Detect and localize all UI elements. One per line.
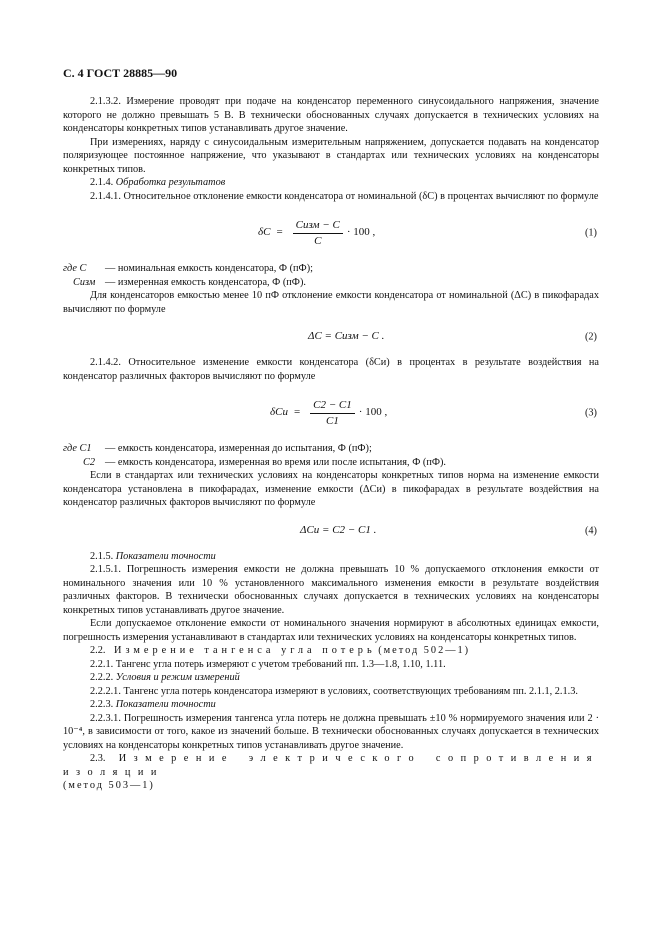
- legend-symbol: где C1: [63, 443, 92, 454]
- formula-lhs: δC: [258, 226, 271, 239]
- section-method: (метод 503—1): [63, 780, 155, 791]
- paragraph: Если в стандартах или технических условиях на конденсаторы конкретных типов норма на изменение емкости конденсатора установлена в пикофарадах, изменение емкости (ΔCи) в пикофарадах в результате воздействия на конденсатор различных факторов вычисляют по формуле: [63, 470, 599, 508]
- document-body: [63, 95, 599, 793]
- section-method-line: [63, 779, 599, 793]
- formula-label: (2): [584, 331, 597, 343]
- section-number: 2.2.2.: [90, 672, 114, 683]
- section-heading: [63, 698, 599, 712]
- section-heading: [63, 550, 599, 564]
- legend-symbol: C2: [83, 456, 96, 468]
- section-method: (метод 502—1): [378, 645, 471, 656]
- section-heading: [63, 752, 599, 779]
- section-heading: [63, 671, 599, 685]
- paragraph: Если допускаемое отклонение емкости от номинального значения нормируют в абсолютных единицах емкости, погрешность измерения устанавливают в стандартах или технических условиях на конденсаторы конкретных типов.: [63, 618, 599, 643]
- formula-label: (3): [584, 407, 597, 419]
- section-title: Условия и режим измерений: [115, 672, 240, 683]
- section-number: 2.2.3.: [90, 699, 114, 710]
- legend-symbol: Cизм: [73, 276, 96, 288]
- formula-3: [63, 393, 599, 433]
- paragraph: 2.1.4.1. Относительное отклонение емкости конденсатора от номинальной (δC) в процентах вычисляют по формуле: [90, 190, 599, 202]
- legend-text: — измеренная емкость конденсатора, Ф (пФ).: [105, 276, 306, 288]
- formula-label: (1): [584, 227, 597, 239]
- formula-denominator: C: [314, 234, 322, 247]
- paragraph: При измерениях, наряду с синусоидальным измерительным напряжением, допускается подавать на конденсатор поляризующее постоянное напряжение, что указывают в стандартах или технических условиях на конденсаторы конкретных типов.: [63, 136, 599, 175]
- formula-numerator: C2 − C1: [310, 399, 355, 414]
- section-title: Обработка результатов: [115, 177, 226, 188]
- paragraph: 2.1.4.2. Относительное изменение емкости конденсатора (δCи) в процентах в результате воздействия на конденсатор различных факторов вычисляют по формуле: [63, 357, 599, 382]
- section-title: Показатели точности: [115, 550, 216, 562]
- legend-symbol: где C: [63, 263, 87, 274]
- formula-fraction: [310, 399, 355, 428]
- legend-row: [63, 276, 599, 290]
- page-header: С. 4 ГОСТ 28885—90: [63, 66, 178, 80]
- section-number: 2.3.: [90, 753, 106, 764]
- paragraph: 2.1.3.2. Измерение проводят при подаче на конденсатор переменного синусоидального напряжения, значение которого не должно превышать 5 В. В технически обоснованных случаях допускается в техничеcких условиях на конденсаторы конкретных типов устанавливать другое значение.: [63, 96, 599, 134]
- section-title: Измерение тангенса угла потерь: [114, 645, 376, 656]
- paragraph: 2.2.2.1. Тангенс угла потерь конденсатора измеряют в условиях, соответствующих требованиям пп. 2.1.1, 2.1.3.: [90, 685, 578, 697]
- section-number: 2.1.4.: [90, 177, 114, 188]
- formula-expression: ΔCи = C2 − C1 .: [300, 523, 377, 536]
- formula-label: (4): [584, 524, 597, 536]
- formula-lhs: δCи: [270, 406, 288, 419]
- legend-text: — номинальная емкость конденсатора, Ф (пФ);: [105, 263, 313, 274]
- legend-text: — емкость конденсатора, измеренная до испытания, Ф (пФ);: [105, 443, 372, 454]
- legend-row: [63, 442, 599, 456]
- formula-2: [63, 326, 599, 348]
- formula-expression: [258, 213, 375, 253]
- legend-row: [63, 262, 599, 276]
- section-title: Показатели точности: [115, 699, 216, 710]
- paragraph: 2.2.3.1. Погрешность измерения тангенса угла потерь не должна превышать ±10 % нормируемого значения или 2 · 10⁻⁴, в зависимости от того, какое из значений больше. В технически обоснованных случаях допускается в технических условиях на конденсаторы конкретных типов устанавливать другое значение.: [63, 712, 599, 751]
- formula-fraction: [293, 219, 343, 248]
- section-number: 2.1.5.: [90, 550, 114, 562]
- paragraph: 2.2.1. Тангенс угла потерь измеряют с учетом требований пп. 1.3—1.8, 1.10, 1.11.: [90, 658, 446, 670]
- formula-expression: [270, 393, 387, 433]
- formula-eq: =: [293, 406, 301, 419]
- formula-4: [63, 520, 599, 542]
- paragraph: Для конденсаторов емкостью менее 10 пФ отклонение емкости конденсатора от номинальной (ΔC) в пикофарадах вычисляют по формуле: [63, 290, 599, 315]
- section-heading: [63, 176, 599, 190]
- formula-eq: =: [276, 226, 283, 239]
- section-number: 2.2.: [90, 645, 106, 656]
- legend-row: [63, 456, 599, 470]
- formula-denominator: C1: [326, 414, 339, 427]
- formula-numerator: Cизм − C: [293, 219, 343, 234]
- section-title: Измерение электрического сопротивления изоляции: [63, 753, 599, 778]
- formula-expression: ΔC = Cизм − C .: [308, 330, 385, 343]
- formula-tail: · 100 ,: [358, 406, 388, 419]
- formula-1: [63, 213, 599, 253]
- paragraph: 2.1.5.1. Погрешность измерения емкости не должна превышать 10 % допускаемого отклонения емкости от номинального значения или 10 % установленного максимального изменения емкости в результате воздействия различных факторов. В технически обоснованных случаях допускается в технических условиях на конденсаторы конкретных типов устанавливать другое значение.: [63, 564, 599, 616]
- section-heading: [63, 644, 599, 658]
- legend-text: — емкость конденсатора, измеренная во время или после испытания, Ф (пФ).: [105, 456, 446, 468]
- formula-tail: · 100 ,: [346, 226, 376, 239]
